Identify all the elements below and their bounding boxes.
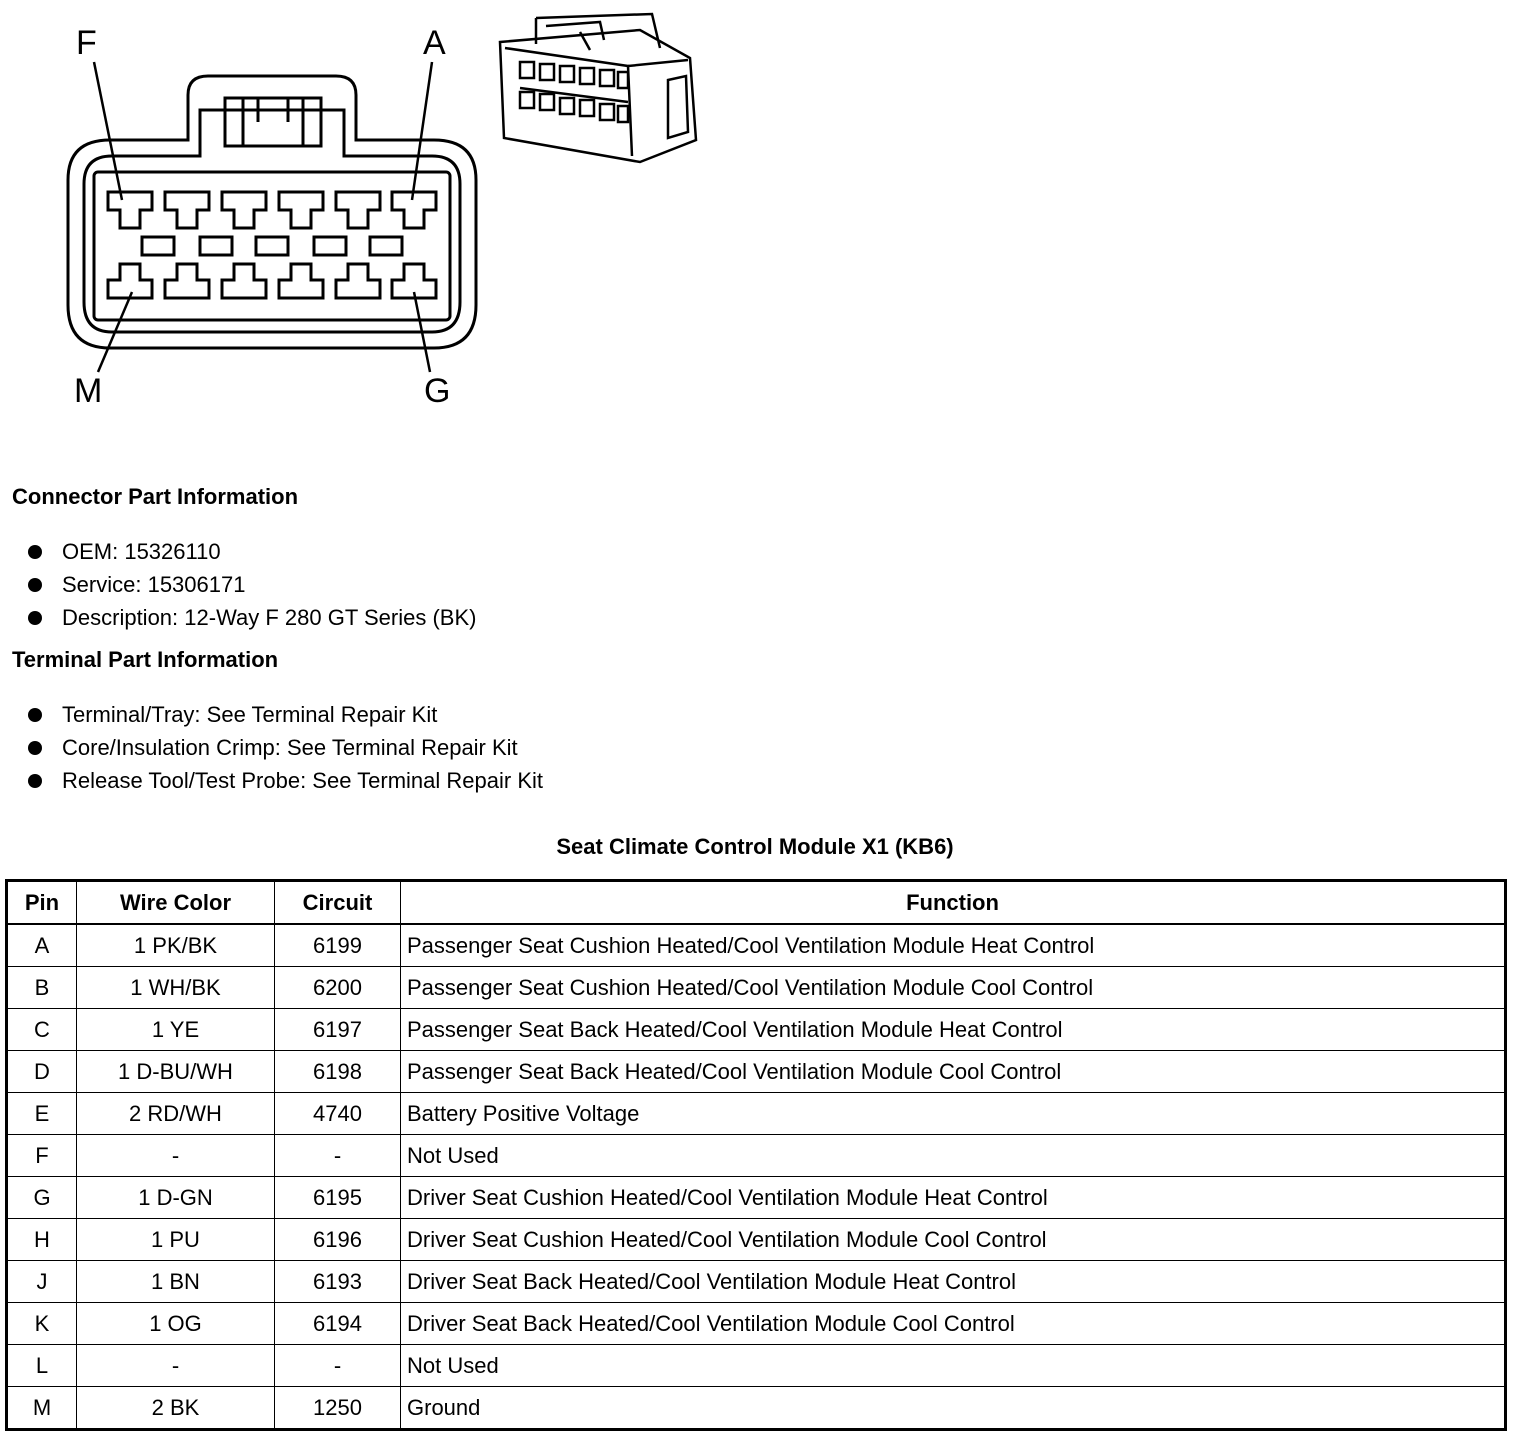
cell-function: Ground — [401, 1387, 1506, 1430]
cell-function: Passenger Seat Back Heated/Cool Ventilation Module Cool Control — [401, 1051, 1506, 1093]
cell-wire-color: 1 D-GN — [77, 1177, 275, 1219]
cell-pin: E — [7, 1093, 77, 1135]
table-header-row — [7, 881, 1506, 925]
cell-circuit: 6200 — [275, 967, 401, 1009]
connector-info-list — [28, 535, 476, 634]
terminal-info-title: Terminal Part Information — [12, 647, 279, 672]
cell-wire-color: 1 D-BU/WH — [77, 1051, 275, 1093]
cell-function: Battery Positive Voltage — [401, 1093, 1506, 1135]
cell-function: Passenger Seat Back Heated/Cool Ventilation Module Heat Control — [401, 1009, 1506, 1051]
cell-circuit: - — [275, 1345, 401, 1387]
cell-circuit: 6193 — [275, 1261, 401, 1303]
header-wire-color: Wire Color — [77, 881, 275, 925]
cell-pin: L — [7, 1345, 77, 1387]
list-item: OEM: 15326110 — [28, 535, 476, 568]
bullet-icon — [28, 578, 42, 592]
cell-circuit: 6194 — [275, 1303, 401, 1345]
cell-wire-color: 1 PK/BK — [77, 924, 275, 967]
table-row — [7, 1009, 1506, 1051]
cell-pin: C — [7, 1009, 77, 1051]
cell-circuit: 6195 — [275, 1177, 401, 1219]
top-cavity-row — [108, 192, 436, 228]
bullet-icon — [28, 741, 42, 755]
bullet-icon — [28, 774, 42, 788]
cell-pin: B — [7, 967, 77, 1009]
cell-circuit: 1250 — [275, 1387, 401, 1430]
pin-label-g: G — [424, 372, 451, 410]
cell-circuit: 6199 — [275, 924, 401, 967]
table-row — [7, 1387, 1506, 1430]
cell-function: Driver Seat Back Heated/Cool Ventilation Module Heat Control — [401, 1261, 1506, 1303]
cell-pin: H — [7, 1219, 77, 1261]
cell-wire-color: 1 OG — [77, 1303, 275, 1345]
table-row — [7, 1093, 1506, 1135]
cell-pin: K — [7, 1303, 77, 1345]
cell-function: Not Used — [401, 1345, 1506, 1387]
header-function: Function — [401, 881, 1506, 925]
pinout-table — [5, 879, 1507, 1431]
connector-3d-view — [500, 14, 696, 162]
table-row — [7, 1135, 1506, 1177]
bullet-icon — [28, 611, 42, 625]
list-item: Release Tool/Test Probe: See Terminal Repair Kit — [28, 764, 543, 797]
table-row — [7, 1177, 1506, 1219]
bottom-cavity-row — [108, 264, 436, 298]
connector-outline — [68, 76, 476, 348]
cell-function: Driver Seat Cushion Heated/Cool Ventilation Module Cool Control — [401, 1219, 1506, 1261]
cell-wire-color: 1 YE — [77, 1009, 275, 1051]
cell-circuit: 6198 — [275, 1051, 401, 1093]
cell-function: Driver Seat Cushion Heated/Cool Ventilation Module Heat Control — [401, 1177, 1506, 1219]
table-row — [7, 1261, 1506, 1303]
list-item: Service: 15306171 — [28, 568, 476, 601]
table-row — [7, 924, 1506, 967]
cell-circuit: 6196 — [275, 1219, 401, 1261]
cell-wire-color: 2 RD/WH — [77, 1093, 275, 1135]
cell-circuit: 6197 — [275, 1009, 401, 1051]
connector-diagram — [0, 0, 720, 420]
cell-wire-color: - — [77, 1135, 275, 1177]
cell-circuit: - — [275, 1135, 401, 1177]
table-row — [7, 1051, 1506, 1093]
bullet-icon — [28, 708, 42, 722]
pin-label-a: A — [423, 24, 446, 62]
bullet-icon — [28, 545, 42, 559]
cell-wire-color: - — [77, 1345, 275, 1387]
cell-pin: G — [7, 1177, 77, 1219]
cell-wire-color: 1 WH/BK — [77, 967, 275, 1009]
pin-label-m: M — [74, 372, 103, 410]
cell-pin: M — [7, 1387, 77, 1430]
list-item: Core/Insulation Crimp: See Terminal Repair Kit — [28, 731, 543, 764]
cell-pin: J — [7, 1261, 77, 1303]
table-title: Seat Climate Control Module X1 (KB6) — [556, 834, 954, 859]
cell-pin: F — [7, 1135, 77, 1177]
pin-label-f: F — [76, 24, 97, 62]
cell-circuit: 4740 — [275, 1093, 401, 1135]
cell-wire-color: 1 BN — [77, 1261, 275, 1303]
header-circuit: Circuit — [275, 881, 401, 925]
cell-pin: D — [7, 1051, 77, 1093]
cell-pin: A — [7, 924, 77, 967]
table-row — [7, 967, 1506, 1009]
cell-wire-color: 2 BK — [77, 1387, 275, 1430]
table-row — [7, 1303, 1506, 1345]
terminal-info-list — [28, 698, 543, 797]
cell-function: Passenger Seat Cushion Heated/Cool Ventilation Module Heat Control — [401, 924, 1506, 967]
cell-function: Passenger Seat Cushion Heated/Cool Ventilation Module Cool Control — [401, 967, 1506, 1009]
list-item: Terminal/Tray: See Terminal Repair Kit — [28, 698, 543, 731]
cell-wire-color: 1 PU — [77, 1219, 275, 1261]
cell-function: Not Used — [401, 1135, 1506, 1177]
table-row — [7, 1345, 1506, 1387]
list-item: Description: 12-Way F 280 GT Series (BK) — [28, 601, 476, 634]
table-row — [7, 1219, 1506, 1261]
connector-info-title: Connector Part Information — [12, 484, 299, 509]
header-pin: Pin — [7, 881, 77, 925]
cell-function: Driver Seat Back Heated/Cool Ventilation Module Cool Control — [401, 1303, 1506, 1345]
